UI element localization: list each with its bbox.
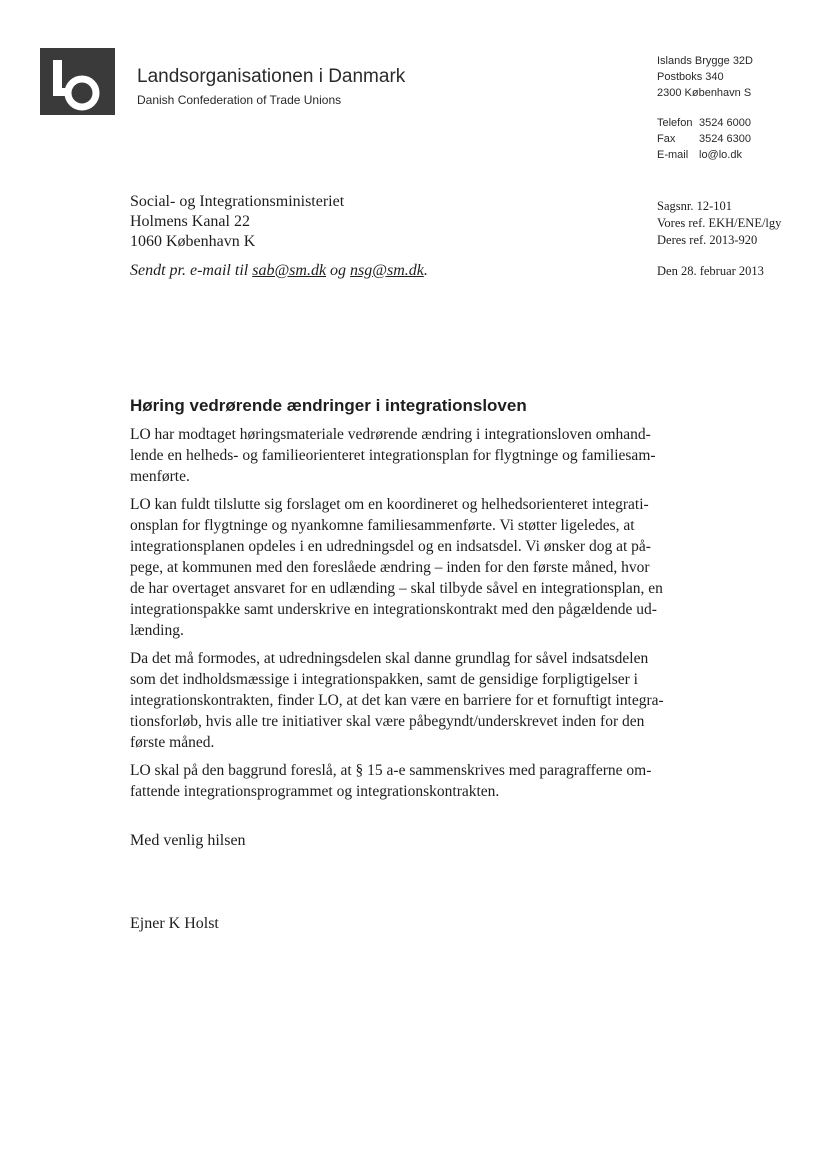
- organization-subtitle: Danish Confederation of Trade Unions: [137, 93, 342, 107]
- body-line: Da det må formodes, at udredningsdelen skal danne grundlag for såvel indsatsdelen: [130, 650, 649, 667]
- body-line: onsplan for flygtninge og nyankomne familiesammenførte. Vi støtter ligeledes, at: [130, 517, 635, 534]
- paragraph-3: [130, 648, 710, 753]
- contact-value: 3524 6300: [699, 133, 751, 145]
- address-line: 2300 København S: [657, 87, 752, 99]
- body-line: pege, at kommunen med den foreslåede ændring – inden for den første måned, hvor: [130, 559, 650, 576]
- body-line: fattende integrationsprogrammet og integrationskontrakten.: [130, 783, 500, 800]
- contact-value: 3524 6000: [699, 117, 751, 129]
- address-line: Postboks 340: [657, 71, 724, 83]
- body-line: lende en helheds- og familieorienteret integrationsplan for flygtninge og familiesam-: [130, 447, 656, 464]
- paragraph-4: [130, 760, 710, 802]
- lo-logo-icon: [40, 48, 115, 115]
- body-line: de har overtaget ansvaret for en udlænding – skal tilbyde såvel en integrationsplan, en: [130, 580, 663, 597]
- reference-line: Deres ref. 2013-920: [657, 233, 758, 247]
- contact-phone: [657, 115, 751, 131]
- contact-email: [657, 147, 751, 163]
- contact-label: Fax: [657, 133, 676, 145]
- body-line: integrationsplanen opdeles i en udredningsdel og en indsatsdel. Vi ønsker dog at på-: [130, 538, 651, 555]
- email-link-1[interactable]: sab@sm.dk: [252, 262, 327, 279]
- body-line: menførte.: [130, 468, 190, 485]
- recipient-line: 1060 København K: [130, 233, 256, 250]
- organization-name: Landsorganisationen i Danmark: [137, 66, 406, 87]
- body-line: LO skal på den baggrund foreslå, at § 15 a-e sammenskrives med paragrafferne om-: [130, 762, 652, 779]
- sent-suffix: .: [423, 262, 428, 279]
- body-line: lænding.: [130, 622, 184, 639]
- paragraph-1: [130, 424, 710, 487]
- body-line: integrationskontrakten, finder LO, at det kan være en barriere for et fornuftigt integra-: [130, 692, 664, 709]
- email-link-2[interactable]: nsg@sm.dk: [350, 262, 424, 279]
- recipient-line: Holmens Kanal 22: [130, 213, 250, 230]
- body-line: tionsforløb, hvis alle tre initiativer skal være påbegyndt/underskrevet inden for den: [130, 713, 645, 730]
- letter-body: [130, 424, 710, 809]
- contact-value: lo@lo.dk: [699, 149, 742, 161]
- sent-by-email-line: [130, 262, 428, 280]
- recipient-address: [130, 192, 344, 252]
- reference-line: Vores ref. EKH/ENE/lgy: [657, 216, 782, 230]
- body-line: LO har modtaget høringsmateriale vedrørende ændring i integrationsloven omhand-: [130, 426, 651, 443]
- recipient-line: Social- og Integrationsministeriet: [130, 193, 345, 210]
- letter-subject: Høring vedrørende ændringer i integrationsloven: [130, 396, 527, 415]
- body-line: som det indholdsmæssige i integrationspakken, samt de gensidige forpligtigelser i: [130, 671, 638, 688]
- paragraph-2: [130, 494, 710, 641]
- letter-date: Den 28. februar 2013: [657, 264, 764, 278]
- sent-prefix: Sendt pr. e-mail til: [130, 262, 253, 279]
- sender-address: [657, 53, 753, 101]
- closing-greeting: Med venlig hilsen: [130, 832, 246, 849]
- body-line: første måned.: [130, 734, 215, 751]
- contact-fax: [657, 131, 751, 147]
- sent-joiner: og: [326, 262, 351, 279]
- sender-contact: [657, 115, 751, 163]
- reference-line: Sagsnr. 12-101: [657, 199, 732, 213]
- body-line: integrationspakke samt underskrive en integrationskontrakt med den pågældende ud-: [130, 601, 657, 618]
- body-line: LO kan fuldt tilslutte sig forslaget om en koordineret og helhedsorienteret integrati-: [130, 496, 649, 513]
- signer-name: Ejner K Holst: [130, 915, 219, 932]
- contact-label: Telefon: [657, 117, 693, 129]
- address-line: Islands Brygge 32D: [657, 55, 753, 67]
- case-references: [657, 198, 781, 249]
- contact-label: E-mail: [657, 149, 689, 161]
